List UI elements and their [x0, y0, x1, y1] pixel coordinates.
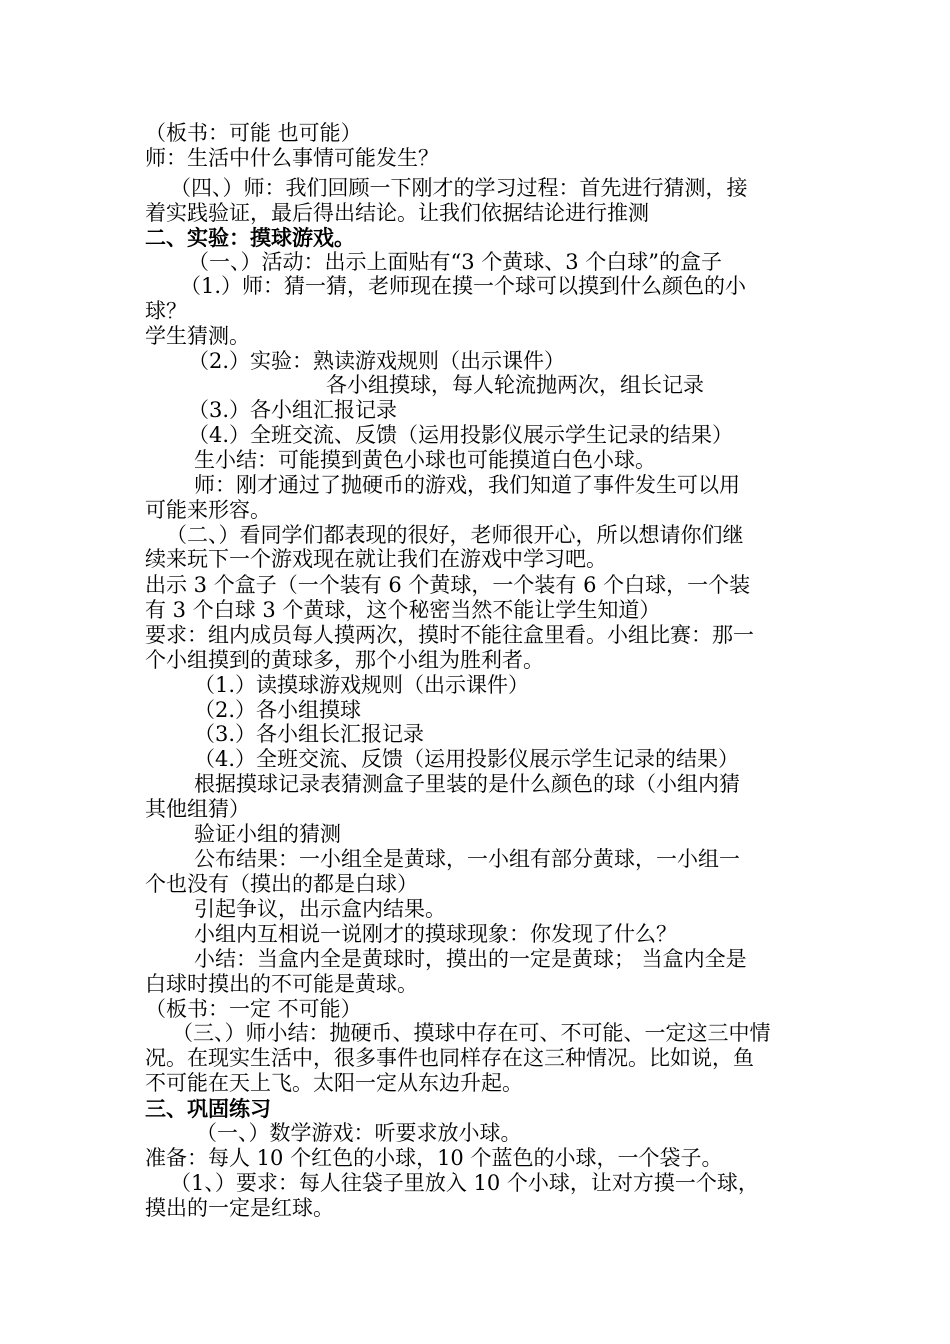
- text-line: 准备：每人 10 个红色的小球，10 个蓝色的小球，一个袋子。: [145, 1146, 723, 1170]
- section-heading: 三、巩固练习: [145, 1096, 271, 1121]
- text-line: 师：刚才通过了抛硬币的游戏，我们知道了事件发生可以用: [194, 473, 740, 497]
- text-line: 生小结：可能摸到黄色小球也可能摸道白色小球。: [194, 448, 656, 472]
- text-line: 可能来形容。: [145, 498, 271, 522]
- text-line: 续来玩下一个游戏现在就让我们在游戏中学习吧。: [145, 547, 607, 571]
- text-line: （3.）各小组汇报记录: [188, 398, 398, 422]
- text-line: （2.）实验：熟读游戏规则（出示课件）: [188, 349, 566, 373]
- text-line: （三、）师小结：抛硬币、摸球中存在可、不可能、一定这三中情: [172, 1021, 771, 1045]
- text-line: （板书：一定 不可能）: [145, 997, 362, 1021]
- text-line: 要求：组内成员每人摸两次，摸时不能往盒里看。小组比赛：那一: [145, 623, 754, 647]
- text-line: （一、）活动：出示上面贴有“3 个黄球、3 个白球”的盒子: [188, 250, 723, 274]
- text-line: 个小组摸到的黄球多，那个小组为胜利者。: [145, 648, 544, 672]
- text-line: 白球时摸出的不可能是黄球。: [145, 972, 418, 996]
- text-line: 摸出的一定是红球。: [145, 1196, 334, 1220]
- text-line: 引起争议，出示盒内结果。: [194, 897, 446, 921]
- text-line: 小结：当盒内全是黄球时，摸出的一定是黄球； 当盒内全是: [194, 947, 747, 971]
- text-line: （4.）全班交流、反馈（运用投影仪展示学生记录的结果）: [194, 747, 740, 771]
- text-line: 小组内互相说一说刚才的摸球现象：你发现了什么？: [194, 922, 677, 946]
- text-line: 球？: [145, 299, 187, 323]
- text-line: （1.）师：猜一猜，老师现在摸一个球可以摸到什么颜色的小: [180, 274, 747, 298]
- text-line: 不可能在天上飞。太阳一定从东边升起。: [145, 1071, 523, 1095]
- text-line: （3.）各小组长汇报记录: [194, 722, 425, 746]
- text-line: 学生猜测。: [145, 324, 250, 348]
- text-line: 师：生活中什么事情可能发生？: [145, 146, 439, 170]
- text-line: 况。在现实生活中，很多事件也同样存在这三种情况。比如说，鱼: [145, 1046, 754, 1070]
- text-line: 各小组摸球，每人轮流抛两次，组长记录: [326, 373, 704, 397]
- text-line: （4.）全班交流、反馈（运用投影仪展示学生记录的结果）: [188, 423, 734, 447]
- text-line: （二、）看同学们都表现的很好，老师很开心，所以想请你们继: [166, 523, 744, 547]
- text-line: 有 3 个白球 3 个黄球，这个秘密当然不能让学生知道）: [145, 598, 661, 622]
- text-line: 个也没有（摸出的都是白球）: [145, 872, 418, 896]
- text-line: 其他组猜）: [145, 797, 250, 821]
- text-line: （2.）各小组摸球: [194, 698, 362, 722]
- text-line: 出示 3 个盒子（一个装有 6 个黄球，一个装有 6 个白球，一个装: [145, 573, 751, 597]
- text-line: 公布结果：一小组全是黄球，一小组有部分黄球，一小组一: [194, 847, 740, 871]
- section-heading: 二、实验：摸球游戏。: [145, 225, 355, 250]
- text-line: 验证小组的猜测: [194, 822, 341, 846]
- text-line: （1、）要求：每人往袋子里放入 10 个小球，让对方摸一个球，: [170, 1171, 759, 1195]
- text-line: （板书：可能 也可能）: [145, 121, 362, 145]
- text-line: 根据摸球记录表猜测盒子里装的是什么颜色的球（小组内猜: [194, 772, 740, 796]
- text-line: （一、）数学游戏：听要求放小球。: [196, 1121, 522, 1145]
- text-line: （1.）读摸球游戏规则（出示课件）: [194, 673, 530, 697]
- text-line: 着实践验证，最后得出结论。让我们依据结论进行推测: [145, 201, 649, 225]
- text-line: （四、）师：我们回顾一下刚才的学习过程：首先进行猜测，接: [170, 176, 748, 200]
